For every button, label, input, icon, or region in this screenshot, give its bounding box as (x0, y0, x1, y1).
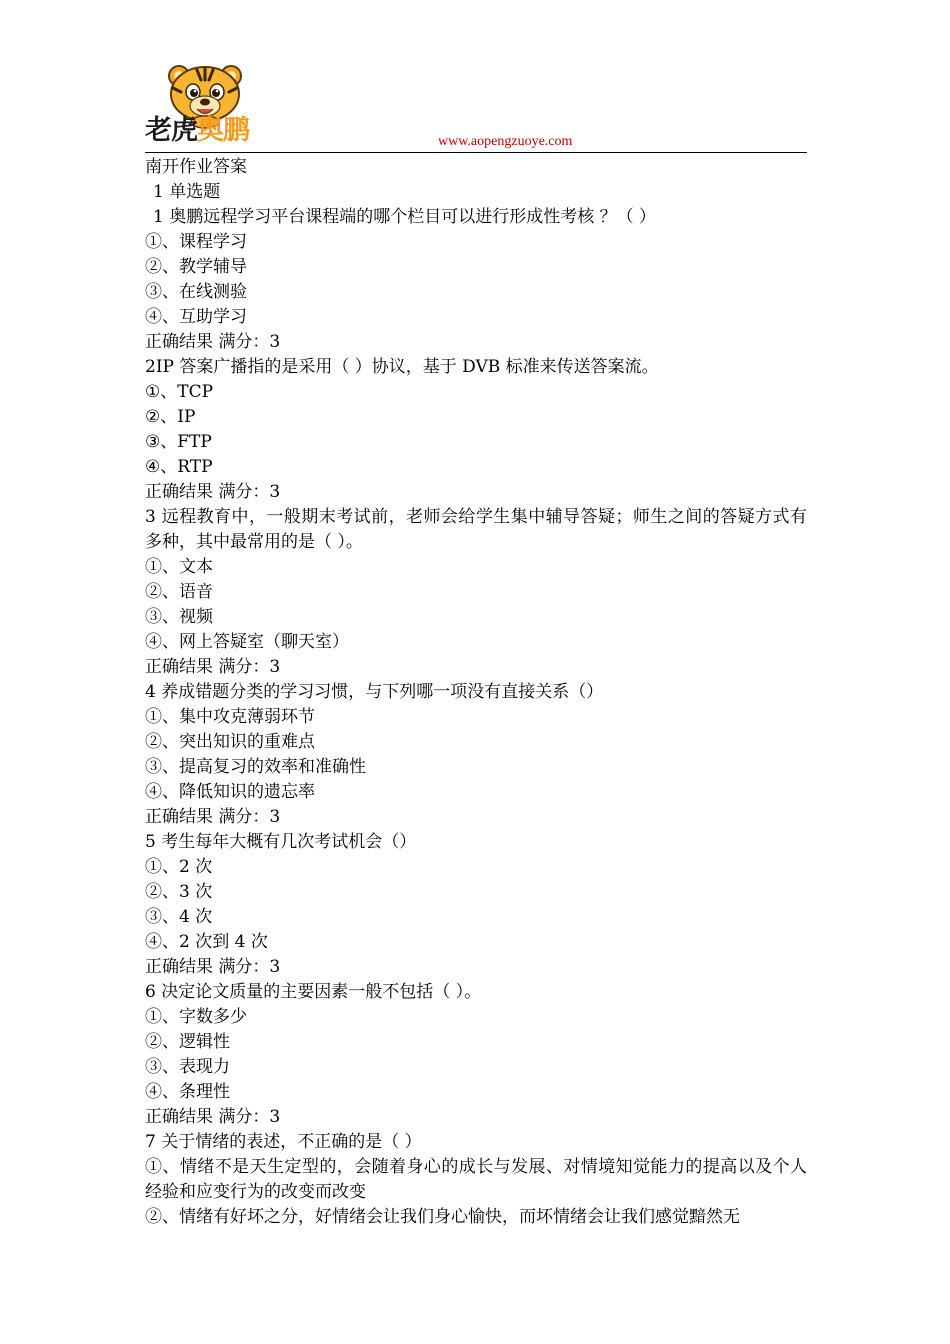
logo-text-aopeng: 奥鹏 (197, 115, 249, 146)
answer-option: ②、IP (145, 407, 196, 427)
answer-option: ①、文本 (145, 557, 213, 577)
result-score: 正确结果 满分：3 (145, 1107, 281, 1127)
answer-option: ④、降低知识的遗忘率 (145, 782, 315, 802)
question-block (145, 505, 807, 680)
doc-title: 南开作业答案 (145, 157, 247, 177)
answer-option: ③、FTP (145, 432, 212, 452)
result-score: 正确结果 满分：3 (145, 332, 281, 352)
question-block (145, 205, 807, 355)
answer-option: ①、字数多少 (145, 1007, 247, 1027)
question-block (145, 680, 807, 830)
section-heading: 1 单选题 (153, 182, 221, 202)
question-stem: 6 决定论文质量的主要因素一般不包括（ ）。 (145, 982, 482, 1002)
answer-option: ②、3 次 (145, 882, 213, 902)
answer-option: ①、TCP (145, 382, 214, 402)
answer-option: ②、语音 (145, 582, 213, 602)
result-score: 正确结果 满分：3 (145, 657, 281, 677)
answer-option: ①、集中攻克薄弱环节 (145, 707, 315, 727)
question-block (145, 980, 807, 1130)
answer-option: ④、互助学习 (145, 307, 247, 327)
question-block (145, 830, 807, 980)
question-stem: 7 关于情绪的表述，不正确的是（ ） (145, 1132, 422, 1152)
answer-option: ④、2 次到 4 次 (145, 932, 268, 952)
answer-option: ③、4 次 (145, 907, 213, 927)
answer-option: ③、表现力 (145, 1057, 230, 1077)
page-header (145, 62, 807, 154)
question-stem: 5 考生每年大概有几次考试机会（） (145, 832, 417, 852)
question-stem: 2IP 答案广播指的是采用（ ）协议，基于 DVB 标准来传送答案流。 (145, 357, 659, 377)
answer-option: ②、突出知识的重难点 (145, 732, 315, 752)
question-stem: 1 奥鹏远程学习平台课程端的哪个栏目可以进行形成性考核 ？（ ） (153, 207, 657, 227)
result-score: 正确结果 满分：3 (145, 482, 281, 502)
logo-text-laohu: 老虎 (145, 115, 197, 146)
answer-option: ②、情绪有好坏之分，好情绪会让我们身心愉快，而坏情绪会让我们感觉黯然无 (145, 1207, 740, 1227)
answer-option: ①、2 次 (145, 857, 213, 877)
answer-option: ③、提高复习的效率和准确性 (145, 757, 366, 777)
site-url-link[interactable]: www.aopengzuoye.com (438, 134, 573, 149)
result-score: 正确结果 满分：3 (145, 957, 281, 977)
logo-text (145, 114, 249, 148)
question-block (145, 355, 807, 505)
answer-option: ③、在线测验 (145, 282, 247, 302)
answer-option: ②、教学辅导 (145, 257, 247, 277)
header-divider (145, 152, 807, 153)
answer-option: ②、逻辑性 (145, 1032, 230, 1052)
question-stem: 3 远程教育中，一般期末考试前，老师会给学生集中辅导答疑；师生之间的答疑方式有多种，其中最常用的是（ ）。 (145, 507, 807, 552)
answer-option: ①、情绪不是天生定型的，会随着身心的成长与发展、对情境知觉能力的提高以及个人经验和应变行为的改变而改变 (145, 1157, 807, 1202)
document-body (145, 155, 807, 1230)
answer-option: ④、条理性 (145, 1082, 230, 1102)
answer-option: ④、RTP (145, 457, 213, 477)
question-stem: 4 养成错题分类的学习习惯，与下列哪一项没有直接关系（） (145, 682, 604, 702)
question-block (145, 1130, 807, 1230)
answer-option: ③、视频 (145, 607, 213, 627)
answer-option: ④、网上答疑室（聊天室） (145, 632, 349, 652)
answer-option: ①、课程学习 (145, 232, 247, 252)
result-score: 正确结果 满分：3 (145, 807, 281, 827)
